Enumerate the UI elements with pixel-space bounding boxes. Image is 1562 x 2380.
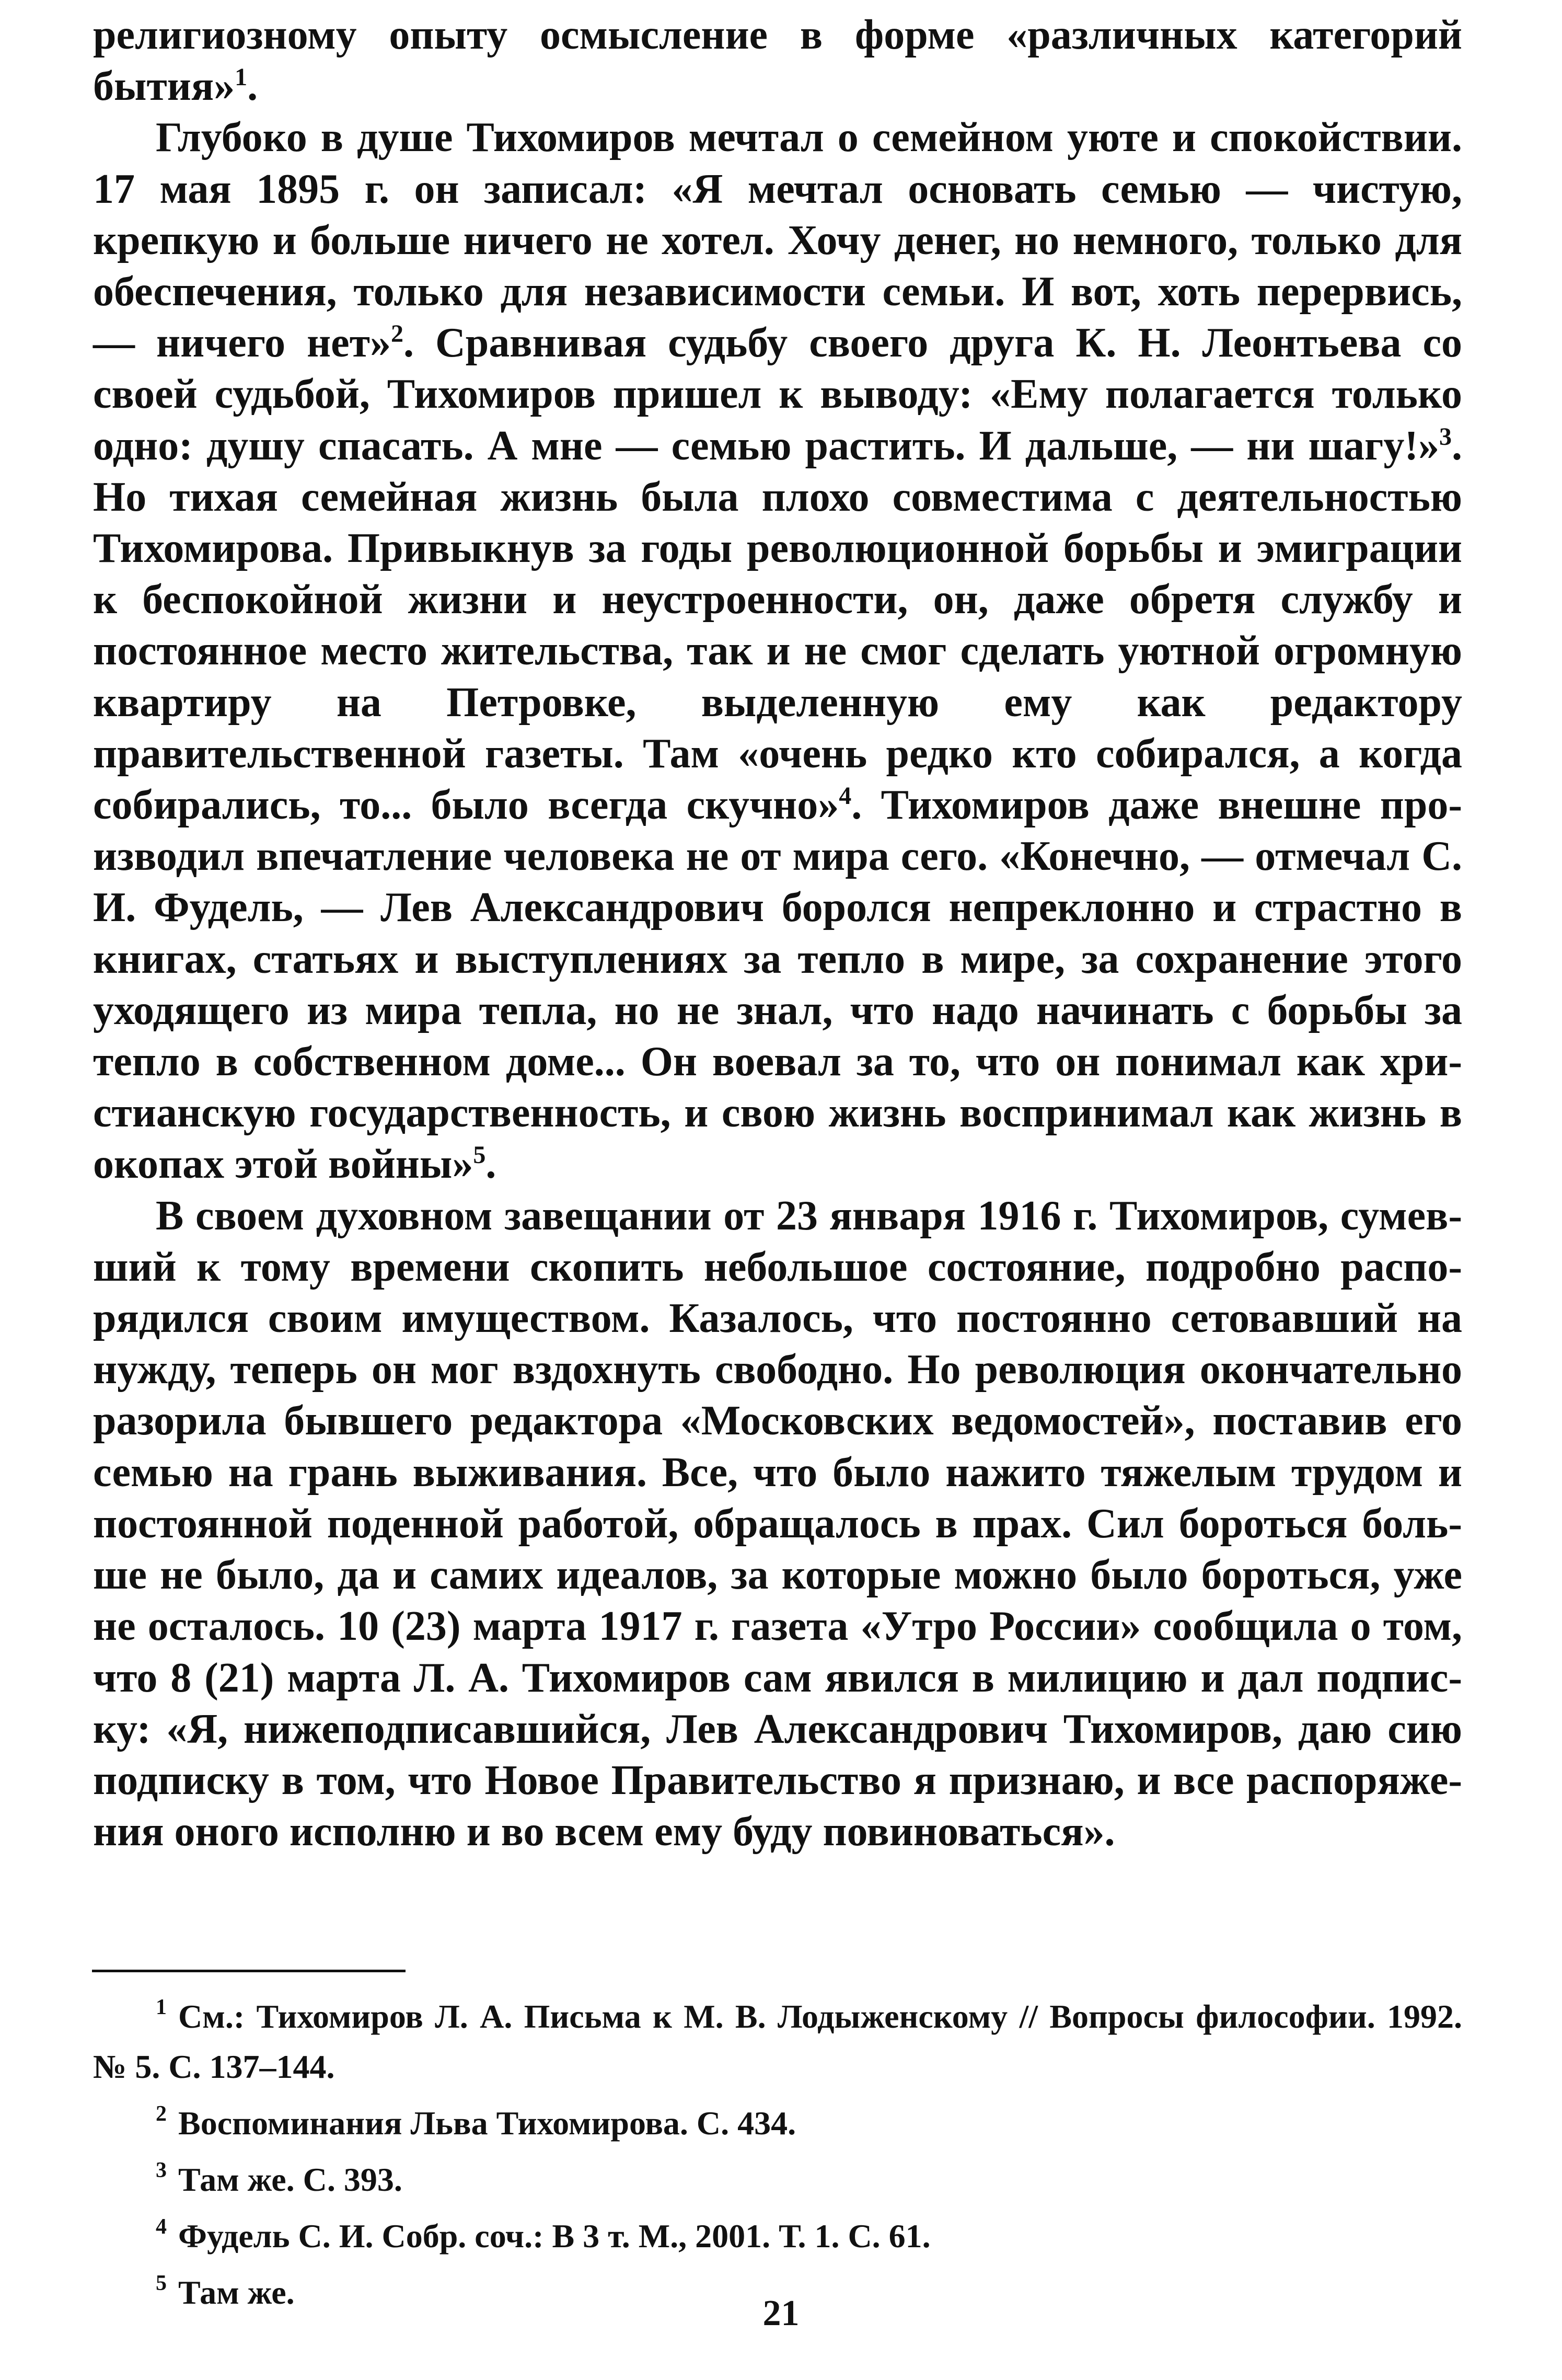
footnote-text: Воспоминания Льва Тихомирова. С. 434. — [178, 2105, 796, 2142]
paragraph-text: . Тихомиров даже внешне производил впечатление человека не от мира сего. «Конечно, — отмечал С. И. Фудель, — Лев Александрович боролся непреклонно и страстно в книгах, статьях и выступлениях за тепло в мире, за сохранение этого уходящего из мира тепла, но не знал, что надо начинать с борьбы за тепло в собственном доме... Он воевал за то, что он понимал как христианскую государственность, и свою жизнь воспринимал как жизнь в окопах этой войны» — [93, 782, 1462, 1188]
paragraph-text: . — [247, 63, 258, 110]
footnote-ref: 1 — [235, 63, 248, 91]
footnote-text: Там же. — [178, 2274, 295, 2311]
footnote-ref: 4 — [839, 782, 852, 810]
paragraph-text: В своем духовном завещании от 23 января 1916 г. Тихомиров, сумевший к тому времени скопить небольшое состояние, подробно распорядился своим имуществом. Казалось, что постоянно сетовавший на нужду, теперь он мог вздохнуть свободно. Но революция окончательно разорила бывшего редактора «Московских ведомостей», поставив его семью на грань выживания. Все, что было нажито тяжелым трудом и постоянной поденной работой, обращалось в прах. Сил бороться больше не было, да и самих идеалов, за которые можно было бороться, уже не осталось. 10 (23) марта 1917 г. газета «Утро России» сообщила о том, что 8 (21) марта Л. А. Тихомиров сам явился в милицию и дал подписку: «Я, нижеподписавшийся, Лев Александрович Тихомиров, даю сию подписку в том, что Новое Правительство я признаю, и все распоряжения оного исполню и во всем ему буду повиноваться». — [93, 1192, 1462, 1855]
footnotes — [93, 1992, 1462, 2324]
paragraph-text: религиозному опыту осмысление в форме «различных категорий бытия» — [93, 12, 1462, 110]
paragraph — [93, 1190, 1462, 1858]
paragraph — [93, 112, 1462, 1190]
main-text — [93, 9, 1462, 1857]
footnote — [93, 2211, 1462, 2261]
paragraph — [93, 9, 1462, 112]
footnote-text: Там же. С. 393. — [178, 2161, 402, 2198]
footnote-ref: 5 — [473, 1141, 486, 1169]
footnote-separator — [92, 1970, 406, 1972]
paragraph-text: . Сравнивая судьбу своего друга К. Н. Леонтьева со своей судьбой, Тихомиров пришел к выводу: «Ему полагается только одно: душу спасать. А мне — семью растить. И дальше, — ни шагу!» — [93, 320, 1463, 469]
paragraph-text: Глубоко в душе Тихомиров мечтал о семейном уюте и спокойствии. 17 мая 1895 г. он записал: «Я мечтал основать семью — чистую, крепкую и больше ничего не хотел. Хочу денег, но немного, только для обеспечения, только для независимости семьи. И вот, хоть перервись, — ничего нет» — [93, 114, 1462, 366]
footnote — [93, 2155, 1462, 2205]
paragraph-text: . — [485, 1141, 496, 1188]
footnote-number: 4 — [156, 2215, 167, 2239]
footnote-number: 3 — [156, 2158, 167, 2182]
footnote — [93, 1992, 1462, 2092]
footnote-number: 2 — [156, 2102, 167, 2126]
footnote-text: Фудель С. И. Собр. соч.: В 3 т. М., 2001. Т. 1. С. 61. — [178, 2217, 931, 2255]
footnote-number: 1 — [156, 1995, 167, 2019]
footnote-number: 5 — [156, 2271, 167, 2295]
page-number: 21 — [762, 2293, 800, 2333]
footnote — [93, 2098, 1462, 2148]
footnote-text: См.: Тихомиров Л. А. Письма к М. В. Лодыженскому // Вопросы философии. 1992. № 5. С. 137–144. — [93, 1998, 1462, 2085]
paragraph-text: . Но тихая семейная жизнь была плохо совместима с деятельностью Тихомирова. Привыкнув за годы революционной борьбы и эмиграции к беспокойной жизни и неустроенности, он, даже обретя службу и постоянное место жительства, так и не смог сделать уютной огромную квартиру на Петровке, выделенную ему как редактору правительственной газеты. Там «очень редко кто собирался, а когда собирались, то... было всегда скучно» — [93, 422, 1462, 829]
footnote-ref: 3 — [1439, 422, 1452, 451]
footnote-ref: 2 — [391, 320, 403, 348]
